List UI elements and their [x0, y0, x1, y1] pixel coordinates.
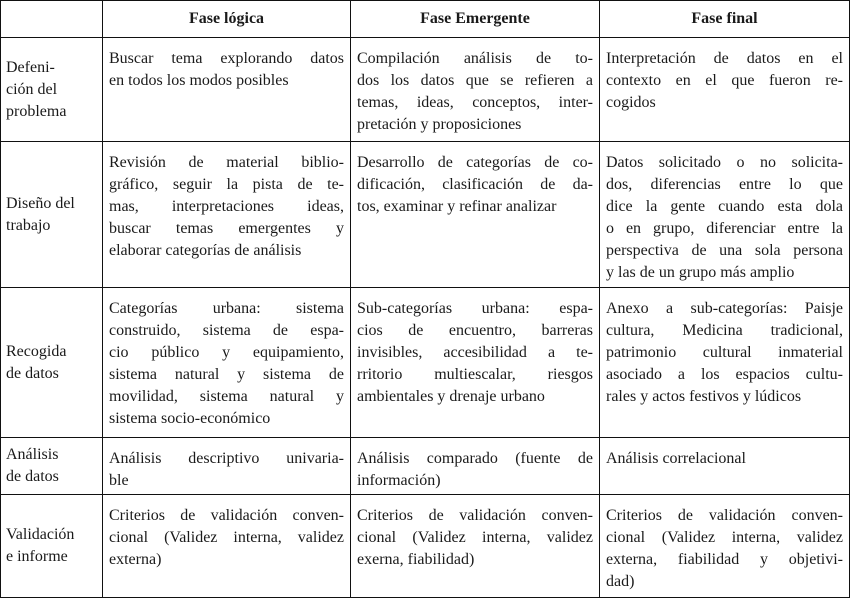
cell-text-line: Revisión de material biblio-	[109, 154, 344, 171]
cell-text-line: o en grupo, diferenciar entre la	[606, 220, 843, 237]
cell-text-line: exerna, fiabilidad)	[357, 551, 475, 568]
cell-text-line: temas, ideas, conceptos, inter-	[357, 94, 593, 111]
row-label-line: Validación	[6, 526, 75, 543]
cell-text-line: Criterios de validación conven-	[606, 507, 843, 524]
cell-text-line: movilidad, sistema natural y	[109, 388, 344, 405]
cell-text-line: ble	[109, 472, 129, 489]
table-cell	[351, 495, 600, 598]
table-cell	[351, 438, 600, 495]
cell-text-line: patrimonio cultural inmaterial	[606, 344, 843, 361]
cell-text-line: rales y actos festivos y lúdicos	[606, 388, 802, 405]
table-row-analisis-de-datos	[1, 438, 850, 495]
cell-text-line: cional (Validez interna, validez	[109, 529, 344, 546]
cell-text-line: sistema natural y sistema de	[109, 366, 344, 383]
cell-text-line: buscar temas emergentes y	[109, 220, 344, 237]
cell-text-line: externa)	[109, 551, 162, 568]
row-label	[1, 438, 103, 495]
cell-text-line: tos, examinar y refinar analizar	[357, 198, 557, 215]
table-cell	[103, 288, 351, 438]
row-label	[1, 288, 103, 438]
table-cell	[600, 142, 850, 288]
cell-text-line: en todos los modos posibles	[109, 72, 289, 89]
cell-text-line: Criterios de validación conven-	[109, 507, 344, 524]
cell-text-line: contexto en el que fueron re-	[606, 72, 843, 89]
table-cell	[351, 38, 600, 142]
cell-text-line: Análisis comparado (fuente de	[357, 450, 593, 467]
row-label-line: e informe	[6, 548, 68, 565]
cell-text-line: elaborar categorías de análisis	[109, 242, 302, 259]
cell-text-line: cional (Validez interna, validez	[606, 529, 843, 546]
table-cell	[103, 38, 351, 142]
table-cell	[351, 142, 600, 288]
table-cell	[600, 288, 850, 438]
table-cell	[600, 38, 850, 142]
cell-text-line: dos, diferencias entre lo que	[606, 176, 843, 193]
row-label	[1, 142, 103, 288]
row-label	[1, 38, 103, 142]
cell-text-line: y las de un grupo más amplio	[606, 264, 795, 281]
cell-text-line: Análisis correlacional	[606, 450, 746, 467]
cell-text-line: cio público y equipamiento,	[109, 344, 344, 361]
row-label-line: ción del	[6, 80, 58, 98]
cell-text-line: cogidos	[606, 94, 656, 111]
cell-text-line: perspectiva de una sola persona	[606, 242, 843, 259]
cell-text-line: dice la gente cuando esta dola	[606, 198, 843, 215]
table-cell	[351, 288, 600, 438]
cell-text-line: cional (Validez interna, validez	[357, 529, 593, 546]
header-fase-final: Fase final	[600, 1, 850, 38]
table-cell	[103, 495, 351, 598]
table-row-definicion-del-problema	[1, 38, 850, 142]
table-cell	[103, 438, 351, 495]
table-cell	[600, 438, 850, 495]
cell-text-line: Análisis descriptivo univaria-	[109, 450, 344, 467]
cell-text-line: Criterios de validación conven-	[357, 507, 593, 524]
header-row	[1, 1, 850, 38]
row-label-line: Recogida	[6, 342, 67, 360]
cell-text-line: Compilación análisis de to-	[357, 50, 593, 67]
row-label-line: de datos	[6, 364, 59, 382]
cell-text-line: Sub-categorías urbana: espa-	[357, 300, 593, 317]
cell-text-line: cultura, Medicina tradicional,	[606, 322, 843, 339]
row-label-line: Defeni-	[6, 58, 55, 76]
cell-text-line: construido, sistema de espa-	[109, 322, 344, 339]
cell-text-line: gráfico, seguir la pista de te-	[109, 176, 344, 193]
table-row-validacion-e-informe	[1, 495, 850, 598]
cell-text-line: Buscar tema explorando datos	[109, 50, 344, 67]
cell-text-line: externa, fiabilidad y objetivi-	[606, 551, 843, 568]
row-label-line: de datos	[6, 468, 59, 485]
header-fase-emergente: Fase Emergente	[351, 1, 600, 38]
cell-text-line: mas, interpretaciones ideas,	[109, 198, 344, 215]
row-label-line: problema	[6, 102, 67, 120]
table-cell	[103, 142, 351, 288]
cell-text-line: información)	[357, 472, 441, 489]
table-cell	[600, 495, 850, 598]
cell-text-line: dos los datos que se refieren a	[357, 72, 593, 89]
header-empty	[1, 1, 103, 38]
row-label-line: Análisis	[6, 446, 59, 463]
table-row-recogida-de-datos	[1, 288, 850, 438]
row-label	[1, 495, 103, 598]
cell-text-line: Anexo a sub-categorías: Paisje	[606, 300, 843, 317]
cell-text-line: invisibles, accesibilidad a te-	[357, 344, 593, 361]
header-fase-logica: Fase lógica	[103, 1, 351, 38]
cell-text-line: sistema socio-económico	[109, 410, 271, 427]
row-label-line: trabajo	[6, 216, 51, 234]
cell-text-line: dad)	[606, 573, 635, 590]
cell-text-line: Datos solicitado o no solicita-	[606, 154, 843, 171]
cell-text-line: Interpretación de datos en el	[606, 50, 843, 67]
cell-text-line: cios de encuentro, barreras	[357, 322, 593, 339]
cell-text-line: Categorías urbana: sistema	[109, 300, 344, 317]
cell-text-line: asociado a los espacios cultu-	[606, 366, 843, 383]
table-row-diseno-del-trabajo	[1, 142, 850, 288]
cell-text-line: pretación y proposiciones	[357, 116, 522, 133]
row-label-line: Diseño del	[6, 194, 75, 212]
cell-text-line: ambientales y drenaje urbano	[357, 388, 545, 405]
cell-text-line: Desarrollo de categorías de co-	[357, 154, 593, 171]
cell-text-line: rritorio multiescalar, riesgos	[357, 366, 593, 383]
cell-text-line: dificación, clasificación de da-	[357, 176, 593, 193]
